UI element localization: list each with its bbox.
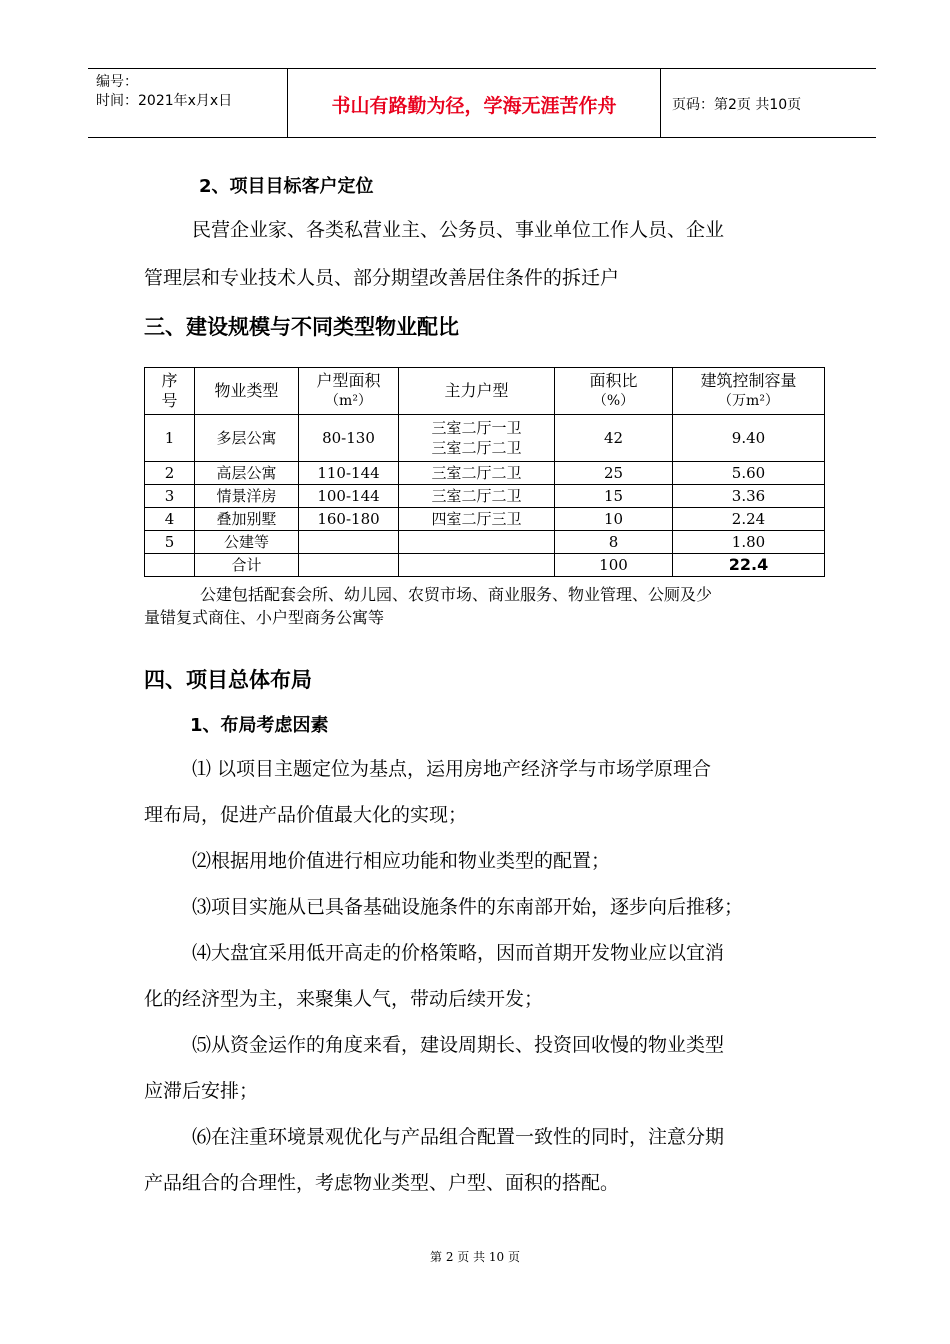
paragraph-line: ⑸从资金运作的角度来看，建设周期长、投资回收慢的物业类型 [192,1034,725,1056]
paragraph-line: 化的经济型为主，来聚集人气，带动后续开发； [144,988,544,1010]
col-header-no: 序 号 [145,368,195,415]
col-header-layout: 主力户型 [399,368,555,415]
section-heading: 四、项目总体布局 [144,668,312,692]
paragraph-line: 民营企业家、各类私营业主、公务员、事业单位工作人员、企业 [192,219,725,241]
paragraph-line: 理布局，促进产品价值最大化的实现； [144,804,468,826]
header-number: 编号： [96,74,138,90]
paragraph-line: ⑹在注重环境景观优化与产品组合配置一致性的同时，注意分期 [192,1126,725,1148]
page-header [88,68,876,138]
paragraph-line: 应滞后安排； [144,1080,259,1102]
subsection-heading: 1、布局考虑因素 [190,715,329,736]
property-ratio-table [144,367,825,577]
header-page-number: 页码：第2页 共10页 [672,97,802,113]
header-meta [96,73,232,111]
paragraph-line: 产品组合的合理性，考虑物业类型、户型、面积的搭配。 [144,1172,620,1194]
col-header-capacity: 建筑控制容量 （万m²） [673,368,825,415]
table-total-row: 合计 100 22.4 [145,554,825,577]
paragraph-line: ⑷大盘宜采用低开高走的价格策略，因而首期开发物业应以宜消 [192,942,725,964]
table-row: 2 高层公寓 110-144 三室二厅二卫 25 5.60 [145,462,825,485]
table-header-row [145,368,825,415]
table-note: 公建包括配套会所、幼儿园、农贸市场、商业服务、物业管理、公厕及少 [200,585,713,604]
col-header-ratio: 面积比 （%） [555,368,673,415]
paragraph-line: 管理层和专业技术人员、部分期望改善居住条件的拆迁户 [144,267,620,289]
header-motto: 书山有路勤为径，学海无涯苦作舟 [331,95,617,117]
header-time: 时间：2021年x月x日 [96,93,233,109]
table-row: 5 公建等 8 1.80 [145,531,825,554]
target-customer-heading: 2、项目目标客户定位 [199,176,374,197]
paragraph-line: ⑴ 以项目主题定位为基点，运用房地产经济学与市场学原理合 [192,758,712,780]
header-divider [660,69,661,137]
paragraph-line: ⑶项目实施从已具备基础设施条件的东南部开始，逐步向后推移； [192,896,744,918]
paragraph-line: ⑵根据用地价值进行相应功能和物业类型的配置； [192,850,611,872]
table-row: 4 叠加别墅 160-180 四室二厅三卫 10 2.24 [145,508,825,531]
section-heading: 三、建设规模与不同类型物业配比 [144,315,459,339]
col-header-area: 户型面积 （m²） [299,368,399,415]
table-row: 1 多层公寓 80-130 三室二厅一卫 三室二厅二卫 42 9.40 [145,415,825,462]
table-row: 3 情景洋房 100-144 三室二厅二卫 15 3.36 [145,485,825,508]
col-header-type: 物业类型 [195,368,299,415]
table-note: 量错复式商住、小户型商务公寓等 [144,608,385,627]
page-footer: 第 2 页 共 10 页 [430,1250,520,1264]
